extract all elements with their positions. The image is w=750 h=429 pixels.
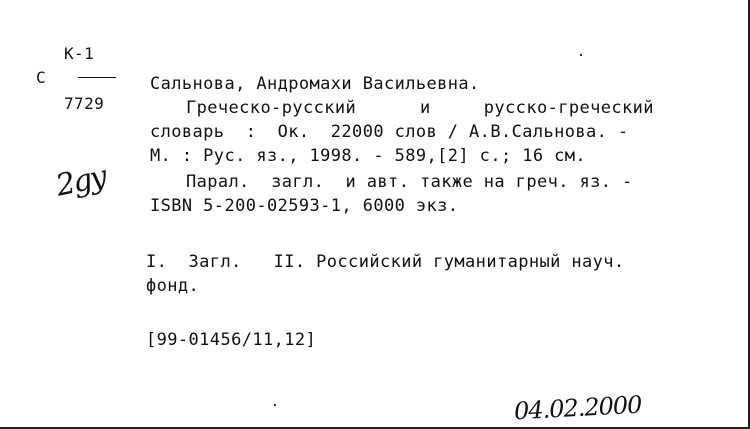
date-stamp: 04.02.2000: [513, 390, 643, 426]
tracing-line-1: I. Загл. II. Российский гуманитарный науч.: [146, 252, 625, 272]
handwritten-mark: 2gy: [52, 159, 109, 204]
title-line-1: Греческо-русский и русско-греческий: [186, 98, 654, 118]
classification-number: 7729: [64, 94, 105, 113]
classification-divider: [78, 77, 116, 78]
isbn-line: ISBN 5-200-02593-1, 6000 экз.: [150, 196, 459, 216]
classification-code: К-1: [64, 44, 95, 63]
control-number: [99-01456/11,12]: [146, 330, 317, 350]
speck: [580, 54, 582, 56]
speck: [274, 404, 276, 406]
tracing-line-2: фонд.: [146, 276, 200, 296]
classification-letter: С: [36, 68, 47, 87]
author-heading: Сальнова, Андромахи Васильевна.: [150, 74, 480, 94]
title-line-2: словарь : Ок. 22000 слов / А.В.Сальнова. -: [150, 122, 629, 142]
publication-line: М. : Рус. яз., 1998. - 589,[2] с.; 16 см.: [150, 146, 587, 166]
note-line: Парал. загл. и авт. также на греч. яз. -: [186, 172, 633, 192]
